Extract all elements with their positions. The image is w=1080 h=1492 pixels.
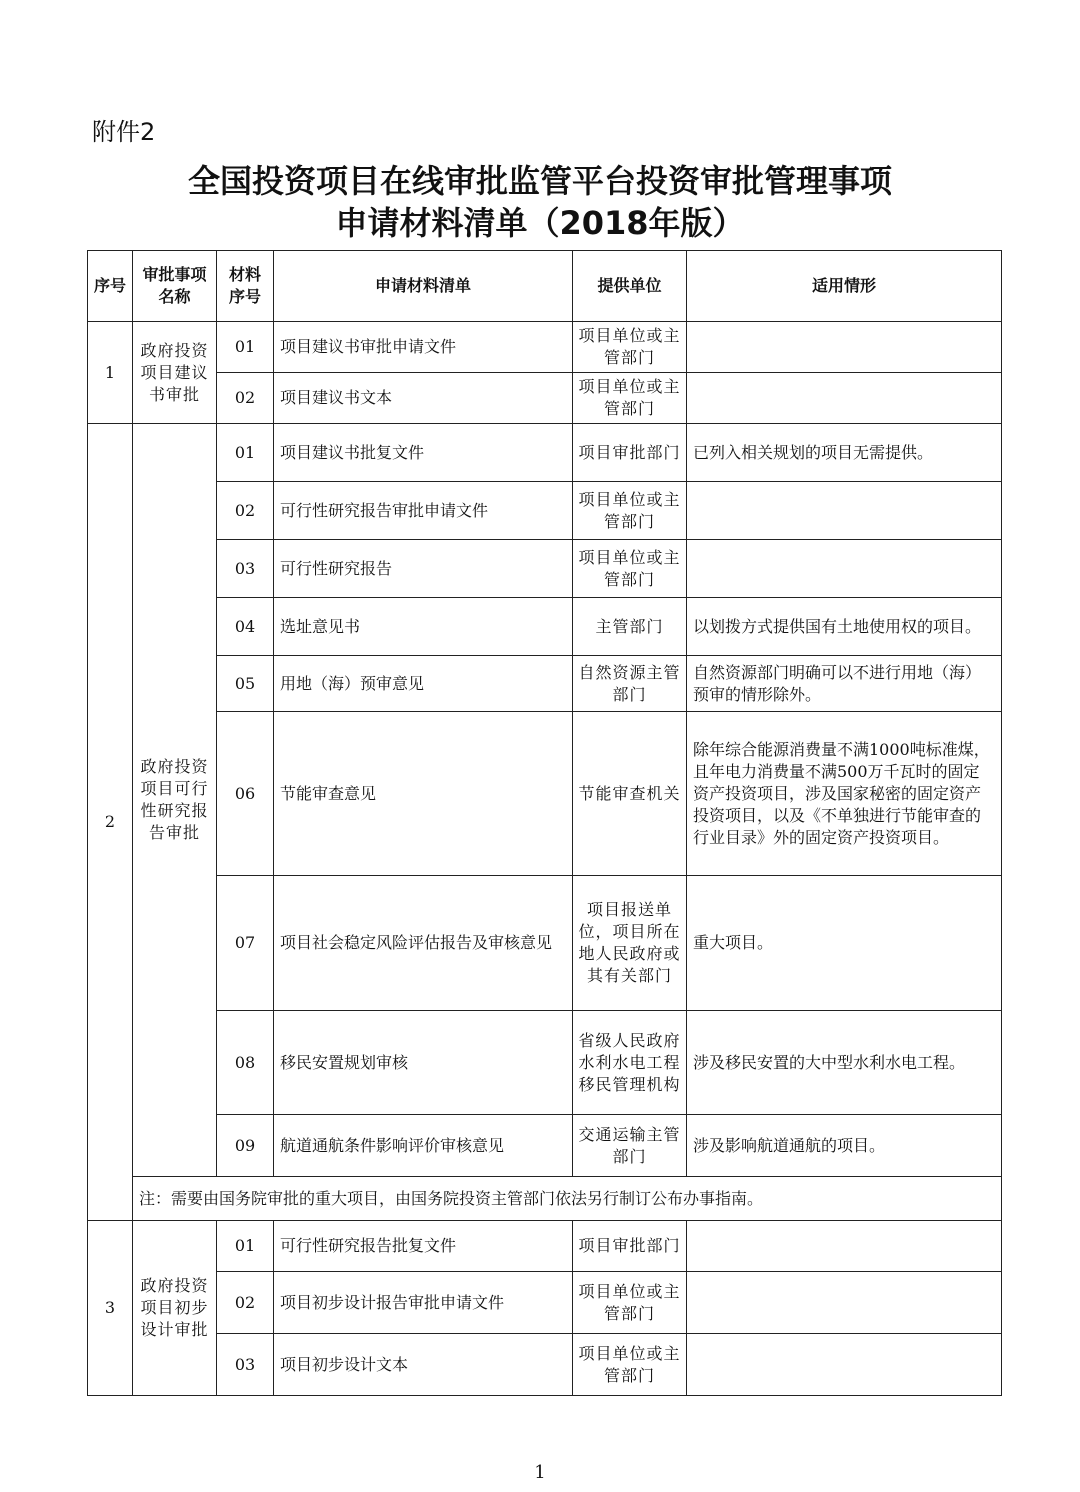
table-row [88,373,1002,424]
scope: 除年综合能源消费量不满1000吨标准煤，且年电力消费量不满500万千瓦时的固定资产投资项目，涉及国家秘密的固定资产投资项目，以及《不单独进行节能审查的行业目录》外的固定资产投资项目。 [687,712,1002,876]
table-row [88,1334,1002,1396]
material-name: 用地（海）预审意见 [274,656,573,712]
header-item-name: 审批事项名称 [133,251,217,322]
material-name: 移民安置规划审核 [274,1011,573,1115]
scope [687,1221,1002,1272]
material-no: 01 [217,322,274,373]
provider: 项目报送单位，项目所在地人民政府或其有关部门 [573,876,687,1011]
table-row [88,1272,1002,1334]
scope [687,540,1002,598]
material-no: 08 [217,1011,274,1115]
table-row [88,598,1002,656]
table-row [88,876,1002,1011]
table-row [88,712,1002,876]
material-name: 项目初步设计报告审批申请文件 [274,1272,573,1334]
header-provider: 提供单位 [573,251,687,322]
provider: 项目单位或主管部门 [573,373,687,424]
group-seq: 3 [88,1221,133,1396]
scope [687,373,1002,424]
material-name: 航道通航条件影响评价审核意见 [274,1115,573,1177]
material-name: 项目建议书批复文件 [274,424,573,482]
document-title [0,160,1080,244]
page-number: 1 [534,1462,546,1483]
note-row [88,1177,1002,1221]
material-name: 项目社会稳定风险评估报告及审核意见 [274,876,573,1011]
header-seq: 序号 [88,251,133,322]
scope: 自然资源部门明确可以不进行用地（海）预审的情形除外。 [687,656,1002,712]
material-no: 07 [217,876,274,1011]
material-no: 03 [217,540,274,598]
provider: 项目审批部门 [573,424,687,482]
header-material-no: 材料序号 [217,251,274,322]
attachment-label: 附件2 [92,118,156,146]
group-item-name: 政府投资项目可行性研究报告审批 [133,424,217,1177]
note-text: 注：需要由国务院审批的重大项目，由国务院投资主管部门依法另行制订公布办事指南。 [133,1177,1002,1221]
group-seq: 2 [88,424,133,1221]
table-row [88,540,1002,598]
header-materials: 申请材料清单 [274,251,573,322]
provider: 主管部门 [573,598,687,656]
title-line-2: 申请材料清单（2018年版） [335,204,745,242]
table-header-row [88,251,1002,322]
provider: 项目单位或主管部门 [573,322,687,373]
material-name: 可行性研究报告审批申请文件 [274,482,573,540]
material-name: 项目建议书审批申请文件 [274,322,573,373]
provider: 项目单位或主管部门 [573,540,687,598]
scope [687,1334,1002,1396]
provider: 项目审批部门 [573,1221,687,1272]
scope: 已列入相关规划的项目无需提供。 [687,424,1002,482]
material-name: 项目初步设计文本 [274,1334,573,1396]
material-no: 06 [217,712,274,876]
scope [687,482,1002,540]
scope [687,322,1002,373]
table-row [88,322,1002,373]
provider: 节能审查机关 [573,712,687,876]
material-name: 可行性研究报告批复文件 [274,1221,573,1272]
material-no: 01 [217,424,274,482]
group-item-name: 政府投资项目建议书审批 [133,322,217,424]
provider: 项目单位或主管部门 [573,1272,687,1334]
material-no: 03 [217,1334,274,1396]
scope: 涉及移民安置的大中型水利水电工程。 [687,1011,1002,1115]
provider: 交通运输主管部门 [573,1115,687,1177]
table-row [88,1115,1002,1177]
table-row [88,1221,1002,1272]
provider: 省级人民政府水利水电工程移民管理机构 [573,1011,687,1115]
material-no: 04 [217,598,274,656]
provider: 自然资源主管部门 [573,656,687,712]
provider: 项目单位或主管部门 [573,1334,687,1396]
table-row [88,1011,1002,1115]
title-line-1: 全国投资项目在线审批监管平台投资审批管理事项 [187,162,892,200]
scope: 重大项目。 [687,876,1002,1011]
material-no: 09 [217,1115,274,1177]
material-name: 可行性研究报告 [274,540,573,598]
material-no: 02 [217,482,274,540]
material-no: 02 [217,1272,274,1334]
table-row [88,482,1002,540]
group-item-name: 政府投资项目初步设计审批 [133,1221,217,1396]
material-no: 02 [217,373,274,424]
material-no: 01 [217,1221,274,1272]
header-scope: 适用情形 [687,251,1002,322]
materials-table [87,250,1002,1396]
table-row [88,656,1002,712]
material-name: 项目建议书文本 [274,373,573,424]
scope: 涉及影响航道通航的项目。 [687,1115,1002,1177]
material-name: 选址意见书 [274,598,573,656]
provider: 项目单位或主管部门 [573,482,687,540]
group-seq: 1 [88,322,133,424]
material-no: 05 [217,656,274,712]
scope: 以划拨方式提供国有土地使用权的项目。 [687,598,1002,656]
scope [687,1272,1002,1334]
table-row [88,424,1002,482]
material-name: 节能审查意见 [274,712,573,876]
